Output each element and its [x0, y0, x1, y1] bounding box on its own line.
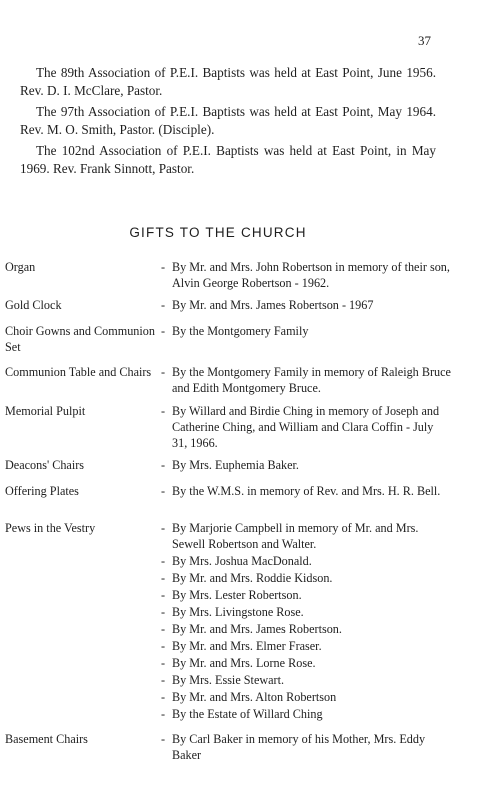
dash-mark: -	[161, 554, 166, 568]
donor-text: By Mr. and Mrs. James Robertson - 1967	[172, 298, 374, 312]
dash-mark: -	[161, 571, 166, 585]
donor-text: By Carl Baker in memory of his Mother, Mrs. Eddy Baker	[172, 732, 426, 762]
donor-entry	[161, 570, 451, 586]
donor-text: By Mrs. Joshua MacDonald.	[172, 554, 312, 568]
donor-entry	[161, 364, 451, 396]
donor-entry	[161, 655, 451, 671]
donor-text: By Willard and Birdie Ching in memory of Joseph and Catherine Ching, and William and Clara Coffin - July 31, 1966.	[172, 404, 440, 450]
donor-entry	[161, 731, 451, 763]
dash-mark: -	[161, 707, 166, 721]
dash-mark: -	[161, 260, 166, 274]
dash-mark: -	[161, 298, 166, 312]
gift-donors	[161, 731, 451, 764]
dash-mark: -	[161, 673, 166, 687]
gift-donors	[161, 403, 451, 452]
dash-mark: -	[161, 622, 166, 636]
gift-item: Choir Gowns and Communion Set	[5, 324, 155, 354]
donor-text: By Mr. and Mrs. James Robertson.	[172, 622, 342, 636]
gift-item: Organ	[5, 260, 36, 274]
dash-mark: -	[161, 365, 166, 379]
donor-text: By Mr. and Mrs. Elmer Fraser.	[172, 639, 322, 653]
gift-donors	[161, 483, 451, 500]
donor-entry	[161, 621, 451, 637]
donor-text: By the W.M.S. in memory of Rev. and Mrs. H. R. Bell.	[172, 484, 441, 498]
donor-entry	[161, 638, 451, 654]
gift-item: Pews in the Vestry	[5, 521, 96, 535]
dash-mark: -	[161, 404, 166, 418]
association-paragraph: The 89th Association of P.E.I. Baptists was held at East Point, June 1956. Rev. D. I. McClare, Pastor.	[20, 65, 436, 98]
dash-mark: -	[161, 521, 166, 535]
dash-mark: -	[161, 656, 166, 670]
donor-entry	[161, 483, 451, 499]
donor-text: By Mr. and Mrs. Alton Robertson	[172, 690, 337, 704]
donor-entry	[161, 604, 451, 620]
gift-item: Communion Table and Chairs	[5, 365, 152, 379]
gift-donors	[161, 457, 451, 474]
donor-text: By Mrs. Lester Robertson.	[172, 588, 302, 602]
donor-text: By Mrs. Essie Stewart.	[172, 673, 285, 687]
gift-item: Memorial Pulpit	[5, 404, 86, 418]
dash-mark: -	[161, 639, 166, 653]
association-paragraph: The 97th Association of P.E.I. Baptists was held at East Point, May 1964. Rev. M. O. Smith, Pastor. (Disciple).	[20, 104, 436, 137]
association-paragraph: The 102nd Association of P.E.I. Baptists was held at East Point, in May 1969. Rev. Frank Sinnott, Pastor.	[20, 143, 436, 176]
gift-donors	[161, 323, 451, 340]
donor-text: By the Montgomery Family	[172, 324, 309, 338]
donor-entry	[161, 323, 451, 339]
donor-entry	[161, 520, 451, 552]
donor-entry	[161, 297, 451, 313]
page-number: 37	[418, 33, 431, 48]
donor-entry	[161, 403, 451, 451]
dash-mark: -	[161, 458, 166, 472]
gift-item: Basement Chairs	[5, 732, 88, 746]
donor-entry	[161, 672, 451, 688]
donor-text: By Mrs. Livingstone Rose.	[172, 605, 304, 619]
section-title: GIFTS TO THE CHURCH	[129, 225, 307, 240]
gift-donors	[161, 364, 451, 397]
donor-text: By the Montgomery Family in memory of Raleigh Bruce and Edith Montgomery Bruce.	[172, 365, 451, 395]
donor-text: By Mrs. Euphemia Baker.	[172, 458, 299, 472]
donor-entry	[161, 689, 451, 705]
dash-mark: -	[161, 588, 166, 602]
dash-mark: -	[161, 484, 166, 498]
dash-mark: -	[161, 732, 166, 746]
donor-text: By Marjorie Campbell in memory of Mr. and Mrs. Sewell Robertson and Walter.	[172, 521, 419, 551]
gift-item: Gold Clock	[5, 298, 62, 312]
dash-mark: -	[161, 605, 166, 619]
donor-text: By the Estate of Willard Ching	[172, 707, 323, 721]
donor-text: By Mr. and Mrs. Roddie Kidson.	[172, 571, 333, 585]
dash-mark: -	[161, 690, 166, 704]
gift-item: Deacons' Chairs	[5, 458, 85, 472]
gift-donors	[161, 520, 451, 723]
donor-entry	[161, 457, 451, 473]
donor-entry	[161, 553, 451, 569]
dash-mark: -	[161, 324, 166, 338]
gift-donors	[161, 297, 451, 314]
gift-donors	[161, 259, 451, 292]
gift-item: Offering Plates	[5, 484, 79, 498]
donor-entry	[161, 706, 451, 722]
association-history	[20, 64, 436, 181]
donor-entry	[161, 587, 451, 603]
donor-entry	[161, 259, 451, 291]
donor-text: By Mr. and Mrs. Lorne Rose.	[172, 656, 316, 670]
donor-text: By Mr. and Mrs. John Robertson in memory of their son, Alvin George Robertson - 1962.	[172, 260, 450, 290]
